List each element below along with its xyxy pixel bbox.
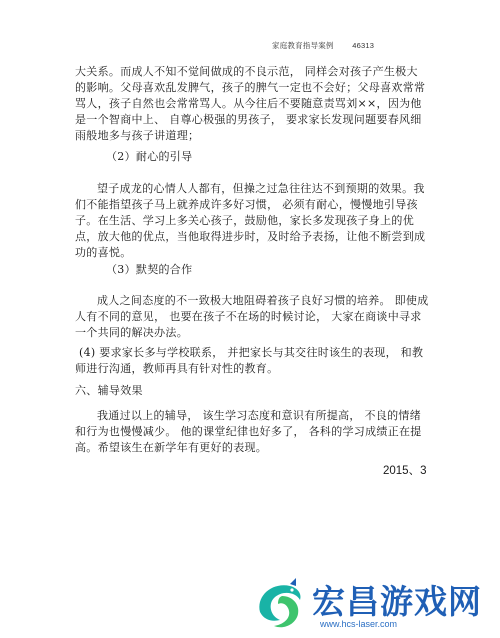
text-line: 望子成龙的心情人人都有，但操之过急往往达不到预期的效果。我	[97, 182, 425, 195]
text-line: 师进行沟通，教师再具有针对性的教育。	[75, 362, 279, 375]
section-heading-results: 六、辅导效果	[75, 384, 143, 397]
header-title: 家庭教育指导案例	[272, 41, 334, 50]
text-line: 子。在生活、学习上多关心孩子，鼓励他，家长多发现孩子身上的优	[75, 214, 414, 227]
text-line: 高。希望该生在新学年有更好的表现。	[75, 441, 268, 454]
header-doc-number: 46313	[352, 41, 375, 50]
text-line: 的影响。父母喜欢乱发脾气，孩子的脾气一定也不会好；父母喜欢常常	[75, 81, 426, 94]
text-line: 大关系。而成人不知不觉间做成的不良示范， 同样会对孩子产生极大	[75, 65, 418, 78]
text-line: 们不能指望孩子马上就养成许多好习惯， 必须有耐心，慢慢地引导孩	[75, 198, 418, 211]
paragraph-cooperation	[75, 293, 430, 341]
watermark-url: www.hcs-laser.com	[320, 619, 398, 629]
text-line: 功的喜悦。	[75, 246, 132, 259]
text-line: 人有不同的意见， 也要在孩子不在场的时候讨论， 大家在商谈中寻求	[75, 310, 422, 323]
paragraph-results	[75, 408, 430, 456]
text-line: 点，放大他的优点，当他取得进步时，及时给予表扬，让他不断尝到成	[75, 230, 426, 243]
signature-date: 2015、3	[383, 465, 427, 477]
text-line: 成人之间态度的不一致极大地阻碍着孩子良好习惯的培养。 即使成	[97, 294, 429, 307]
paragraph-relationship	[75, 64, 430, 144]
heading-cooperation: （3）默契的合作	[106, 263, 193, 276]
paragraph-school-contact	[75, 345, 430, 377]
text-line: 和行为也慢慢减少。 他的课堂纪律也好多了， 各科的学习成绩正在提	[75, 425, 422, 438]
dragon-logo-icon	[252, 574, 312, 638]
text-line: 是一个智商中上、 自尊心极强的男孩子， 要求家长发现问题要春风细	[75, 113, 422, 126]
text-line: (4) 要求家长多与学校联系， 并把家长与其交往时该生的表现， 和教	[79, 346, 424, 359]
text-line: 雨般地多与孩子讲道理；	[75, 129, 200, 142]
text-line: 一个共同的解决办法。	[75, 326, 188, 339]
text-line: 骂人，孩子自然也会常常骂人。从今往后不要随意责骂刘××，因为他	[75, 97, 422, 110]
site-watermark	[252, 574, 500, 638]
heading-patient-guidance: （2）耐心的引导	[106, 150, 193, 163]
paragraph-patience	[75, 181, 430, 261]
page-header	[272, 40, 374, 51]
watermark-title: 宏昌游戏网	[312, 582, 482, 621]
text-line: 我通过以上的辅导， 该生学习态度和意识有所提高， 不良的情绪	[97, 409, 421, 422]
